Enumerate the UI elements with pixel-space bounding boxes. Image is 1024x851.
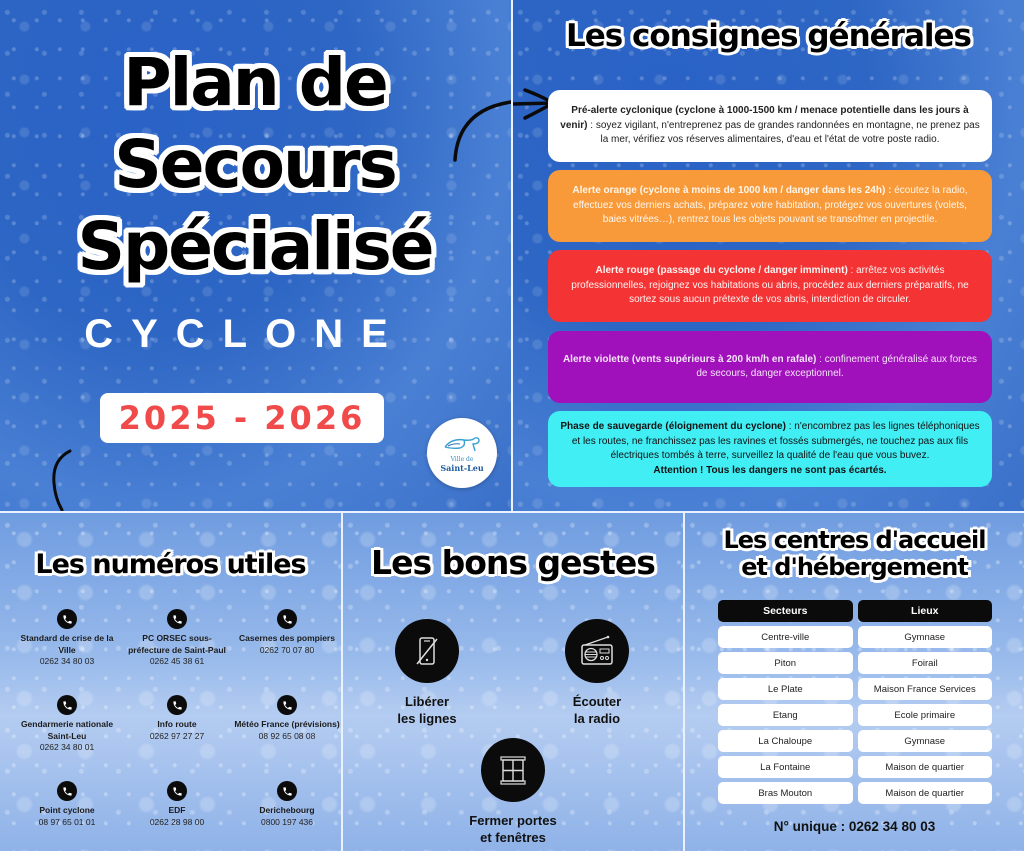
contact-number: 0262 28 98 00 xyxy=(149,816,205,827)
table-header xyxy=(718,600,992,622)
card-heading: Alerte orange (cyclone à moins de 1000 km / danger dans les 24h) : xyxy=(572,185,892,197)
card-pre-alerte xyxy=(548,90,992,162)
geste-label: et fenêtres xyxy=(480,830,546,845)
contact-name: Derichebourg xyxy=(259,805,315,815)
card-heading: Alerte rouge (passage du cyclone / danger imminent) xyxy=(595,265,848,277)
table-row xyxy=(718,704,992,726)
geste-ecouter-radio xyxy=(532,619,662,727)
table-row xyxy=(718,730,992,752)
cell-lieu: Ecole primaire xyxy=(858,704,993,726)
consignes-title: Les consignes générales xyxy=(566,18,971,54)
contact-name: EDF xyxy=(168,805,186,815)
table-row xyxy=(718,756,992,778)
numeros-panel xyxy=(0,513,341,851)
divider xyxy=(341,513,343,851)
title-panel xyxy=(0,0,511,511)
contact-name: PC ORSEC sous-préfecture de Saint-Paul xyxy=(128,633,226,655)
contact-name: Gendarmerie nationale Saint-Leu xyxy=(20,719,114,741)
cell-secteur: Piton xyxy=(718,652,853,674)
table-row xyxy=(718,626,992,648)
cell-secteur: Etang xyxy=(718,704,853,726)
title-line: Spécialisé xyxy=(77,208,433,285)
radio-icon xyxy=(565,619,629,683)
card-phase-sauvegarde xyxy=(548,411,992,487)
gestes-panel xyxy=(343,513,683,851)
turtle-icon xyxy=(442,434,482,456)
centres-title xyxy=(685,527,1024,581)
card-alerte-violette xyxy=(548,331,992,403)
cell-lieu: Maison France Services xyxy=(858,678,993,700)
geste-label: Fermer portes xyxy=(469,813,557,828)
contact-number: 0262 45 38 61 xyxy=(149,656,205,666)
title-line: Secours xyxy=(114,126,396,203)
contact-number: 0262 34 80 01 xyxy=(39,742,95,752)
cell-secteur: Centre-ville xyxy=(718,626,853,648)
card-warning: Attention ! Tous les dangers ne sont pas écartés. xyxy=(653,464,887,476)
header-secteurs: Secteurs xyxy=(718,600,853,622)
card-text: : arrêtez vos activités professionnelles, rejoignez vos habitations ou abris, procédez aux derniers préparatifs, ne sortez sous aucun prétexte de vos abris, interdiction de circuler. xyxy=(571,265,969,306)
geste-label: les lignes xyxy=(397,711,457,726)
cell-lieu: Foirail xyxy=(858,652,993,674)
phone-icon xyxy=(57,781,77,801)
contact-item xyxy=(117,609,237,668)
phone-icon xyxy=(277,695,297,715)
contact-number: 0262 34 80 03 xyxy=(39,656,95,666)
table-row xyxy=(718,652,992,674)
geste-label: Écouter xyxy=(572,694,622,709)
card-text: : confinement généralisé aux forces de secours, danger exceptionnel. xyxy=(696,353,978,379)
contact-number: 08 97 65 01 01 xyxy=(38,816,96,827)
city-logo xyxy=(427,418,497,488)
contact-name: Info route xyxy=(157,719,197,729)
logo-line-1: Ville de xyxy=(450,455,474,463)
phone-icon xyxy=(57,609,77,629)
centres-title-line: et d'hébergement xyxy=(741,553,968,581)
contact-item xyxy=(7,609,127,668)
divider xyxy=(683,513,685,851)
card-text: écoutez la radio, effectuez vos derniers achats, préparez votre habitation, protégez vos ouvertures (volets, baies vitrées…), rentrez tous les objets pouvant se transofmer en projectile. xyxy=(573,185,968,226)
card-text: : n'encombrez pas les lignes téléphoniques et les routes, ne franchissez pas les ravines et fossés submergés, ne touchez pas aux fils électriques tombés à terre, surveillez la qualité de l'eau que vous buvez. xyxy=(571,421,980,461)
centres-panel xyxy=(685,513,1024,851)
card-heading: Pré-alerte cyclonique (cyclone à 1000-1500 km / menace potentielle dans les jours à venir) xyxy=(560,105,969,131)
table-row xyxy=(718,782,992,804)
centres-table xyxy=(718,600,992,808)
arrow-right-icon xyxy=(450,80,511,170)
geste-label: la radio xyxy=(573,711,621,726)
title-line: Plan de xyxy=(123,44,387,121)
arrow-down-icon xyxy=(40,448,80,511)
contact-number: 0800 197 436 xyxy=(261,816,313,827)
contact-name: Standard de crise de la Ville xyxy=(20,633,114,655)
phone-icon xyxy=(167,609,187,629)
consignes-panel xyxy=(513,0,1024,511)
contact-number: 08 92 65 08 08 xyxy=(258,730,316,741)
cell-lieu: Gymnase xyxy=(858,730,993,752)
contact-name: Point cyclone xyxy=(39,805,95,815)
contact-name: Météo France (prévisions) xyxy=(234,719,340,729)
logo-line-2: Saint-Leu xyxy=(440,462,484,473)
cell-lieu: Maison de quartier xyxy=(858,756,993,778)
table-row xyxy=(718,678,992,700)
card-alerte-rouge xyxy=(548,250,992,322)
cell-lieu: Maison de quartier xyxy=(858,782,993,804)
cell-secteur: Le Plate xyxy=(718,678,853,700)
contact-number: 0262 97 27 27 xyxy=(149,730,205,741)
phone-icon xyxy=(167,781,187,801)
phone-icon xyxy=(277,781,297,801)
cell-secteur: Bras Mouton xyxy=(718,782,853,804)
card-text: : soyez vigilant, n'entreprenez pas de grandes randonnées en montagne, ne prenez pas la mer, vérifiez vos réserves alimentaires, d'eau et l'état de votre poste radio. xyxy=(587,119,980,146)
contact-item xyxy=(227,781,341,828)
divider xyxy=(0,511,1024,513)
phone-icon xyxy=(57,695,77,715)
contact-item xyxy=(117,695,237,742)
years-badge: 2025 - 2026 xyxy=(100,393,384,443)
numeros-title: Les numéros utiles xyxy=(35,549,306,580)
card-heading: Alerte violette (vents supérieurs à 200 km/h en rafale) xyxy=(562,353,817,365)
card-heading: Phase de sauvegarde (éloignement du cyclone) xyxy=(560,421,786,432)
geste-fermer-portes xyxy=(448,738,578,846)
geste-liberer-lignes xyxy=(362,619,492,727)
subtitle-cyclone: CYCLONE xyxy=(84,312,406,356)
cell-secteur: La Chaloupe xyxy=(718,730,853,752)
phone-icon xyxy=(167,695,187,715)
contact-item xyxy=(7,695,127,754)
gestes-title: Les bons gestes xyxy=(371,543,655,582)
no-phone-icon xyxy=(395,619,459,683)
divider xyxy=(511,0,513,511)
card-alerte-orange xyxy=(548,170,992,242)
cell-lieu: Gymnase xyxy=(858,626,993,648)
header-lieux: Lieux xyxy=(858,600,993,622)
contact-item xyxy=(227,609,341,656)
contact-item xyxy=(227,695,341,742)
contact-name: Casernes des pompiers xyxy=(239,633,335,643)
contact-item xyxy=(117,781,237,828)
unique-number: N° unique : 0262 34 80 03 xyxy=(773,819,936,834)
contact-number: 0262 70 07 80 xyxy=(259,644,315,655)
main-title xyxy=(20,42,490,288)
window-icon xyxy=(481,738,545,802)
geste-label: Libérer xyxy=(404,694,450,709)
centres-title-line: Les centres d'accueil xyxy=(723,526,986,554)
cell-secteur: La Fontaine xyxy=(718,756,853,778)
contact-item xyxy=(7,781,127,828)
phone-icon xyxy=(277,609,297,629)
